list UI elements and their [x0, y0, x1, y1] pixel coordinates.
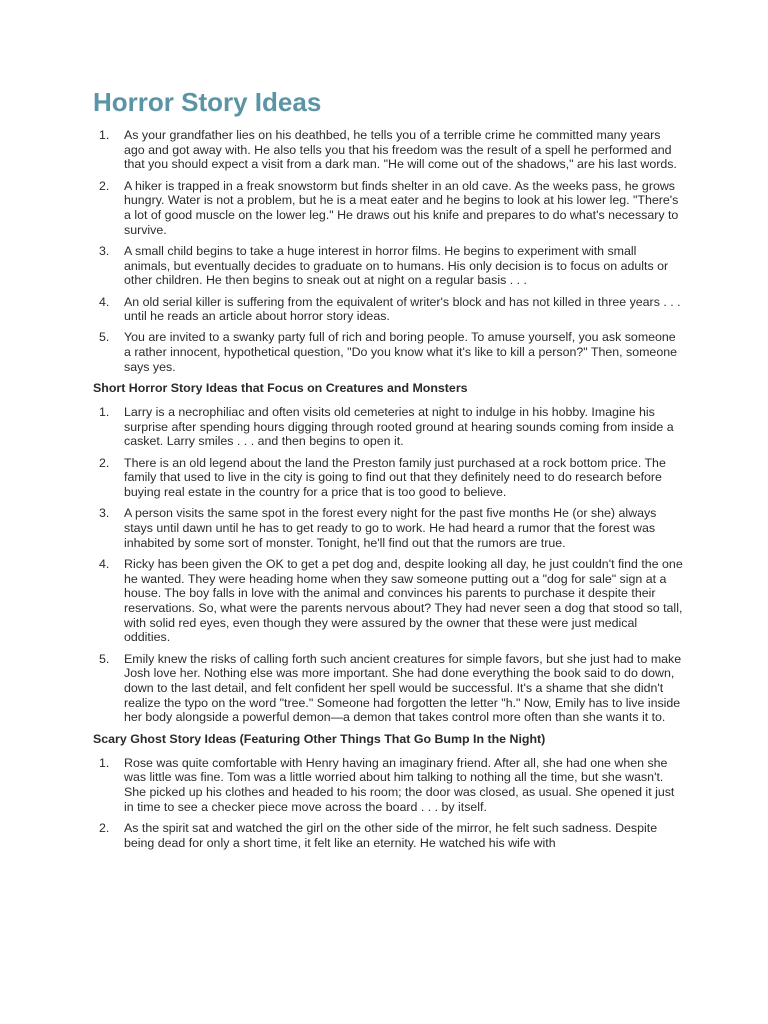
list-item — [93, 506, 683, 550]
list-item — [93, 244, 683, 288]
list-item — [93, 652, 683, 726]
list-item-number: 1. — [99, 405, 110, 420]
list-item-text: A small child begins to take a huge interest in horror films. He begins to experiment with small animals, but eventually decides to graduate on to humans. His only decision is to focus on adults or other children. He then begins to sneak out at night on a regular basis . . . — [124, 243, 669, 288]
list-item-number: 2. — [99, 820, 110, 835]
list-item — [93, 179, 683, 238]
list-item-text: There is an old legend about the land the Preston family just purchased at a rock bottom price. The family that used to live in the city is going to find out that they definitely need to do research before buying real estate in the country for a price that is too good to believe. — [124, 455, 666, 500]
list-item-number: 4. — [99, 294, 110, 309]
list-item-number: 4. — [99, 556, 110, 571]
list-item-text: An old serial killer is suffering from the equivalent of writer's block and has not killed in three years . . . until he reads an article about horror story ideas. — [124, 294, 681, 324]
list-item-number: 3. — [99, 243, 110, 258]
ghosts-story-list — [93, 756, 683, 851]
list-item — [93, 128, 683, 172]
document-page — [93, 84, 683, 857]
list-item-number: 5. — [99, 651, 110, 666]
list-item — [93, 557, 683, 645]
list-item-number: 2. — [99, 455, 110, 470]
list-item-text: As your grandfather lies on his deathbed, he tells you of a terrible crime he committed many years ago and got away with. He also tells you that his freedom was the result of a spell he performed and that you should expect a visit from a dark man. "He will come out of the shadows," are his last words. — [124, 128, 677, 172]
list-item-number: 1. — [99, 755, 110, 770]
list-item-text: A hiker is trapped in a freak snowstorm but finds shelter in an old cave. As the weeks pass, he grows hungry. Water is not a problem, but he is a meat eater and he begins to look at his lower leg. "There's a lot of good muscle on the lower leg." He draws out his knife and prepares to do what's necessary to survive. — [124, 178, 679, 237]
list-item-text: Emily knew the risks of calling forth such ancient creatures for simple favors, but she just had to make Josh love her. Nothing else was more important. She had done everything the book said to do down, down to the last detail, and felt confident her spell would be successful. It's a shame that she didn't realize the typo on the word "tree." Someone had forgotten the letter "h." Now, Emily has to live inside her body alongside a powerful demon—a demon that takes control more often than she wants it to. — [124, 651, 682, 725]
section-heading-ghosts: Scary Ghost Story Ideas (Featuring Other Things That Go Bump In the Night) — [93, 731, 546, 746]
list-item-text: As the spirit sat and watched the girl on the other side of the mirror, he felt such sadness. Despite being dead for only a short time, it felt like an eternity. He watched his wife with — [124, 820, 658, 850]
list-item — [93, 295, 683, 324]
list-item-text: Larry is a necrophiliac and often visits old cemeteries at night to indulge in his hobby. Imagine his surprise after spending hours digging through rooted ground at hearing sounds coming from inside a casket. Larry smiles . . . and then begins to open it. — [124, 405, 674, 449]
list-item-text: You are invited to a swanky party full of rich and boring people. To amuse yourself, you ask someone a rather innocent, hypothetical question, "Do you know what it's like to kill a person?" Then, someone says yes. — [124, 330, 677, 374]
list-item-text: A person visits the same spot in the forest every night for the past five months He (or she) always stays until dawn until he has to get ready to go to work. He had heard a rumor that the forest was inhabited by some sort of monster. Tonight, he'll find out that the rumors are true. — [124, 506, 657, 550]
list-item-number: 3. — [99, 506, 110, 521]
list-item-text: Rose was quite comfortable with Henry having an imaginary friend. After all, she had one when she was little was fine. Tom was a little worried about him talking to nothing all the time, but she wasn't. She picked up his clothes and headed to his room; the door was closed, as usual. She opened it just in time to see a checker piece move across the board . . . by itself. — [124, 755, 675, 814]
list-item-text: Ricky has been given the OK to get a pet dog and, despite looking all day, he just couldn't find the one he wanted. They were heading home when they saw someone putting out a "dog for sale" sign at a house. The boy falls in love with the animal and convinces his parents to purchase it despite their reservations. So, what were the parents nervous about? They had never seen a dog that stood so tall, with solid red eyes, even though they were assured by the owner that these were just medical oddities. — [124, 556, 683, 645]
list-item — [93, 756, 683, 815]
list-item-number: 1. — [99, 128, 110, 142]
creatures-story-list — [93, 405, 683, 725]
list-item — [93, 821, 683, 850]
list-item — [93, 456, 683, 500]
list-item-number: 5. — [99, 330, 110, 345]
list-item — [93, 405, 683, 449]
section-heading-creatures: Short Horror Story Ideas that Focus on Creatures and Monsters — [93, 381, 468, 396]
document-title: Horror Story Ideas — [93, 87, 322, 117]
intro-story-list — [93, 128, 683, 375]
list-item — [93, 330, 683, 374]
list-item-number: 2. — [99, 178, 110, 193]
